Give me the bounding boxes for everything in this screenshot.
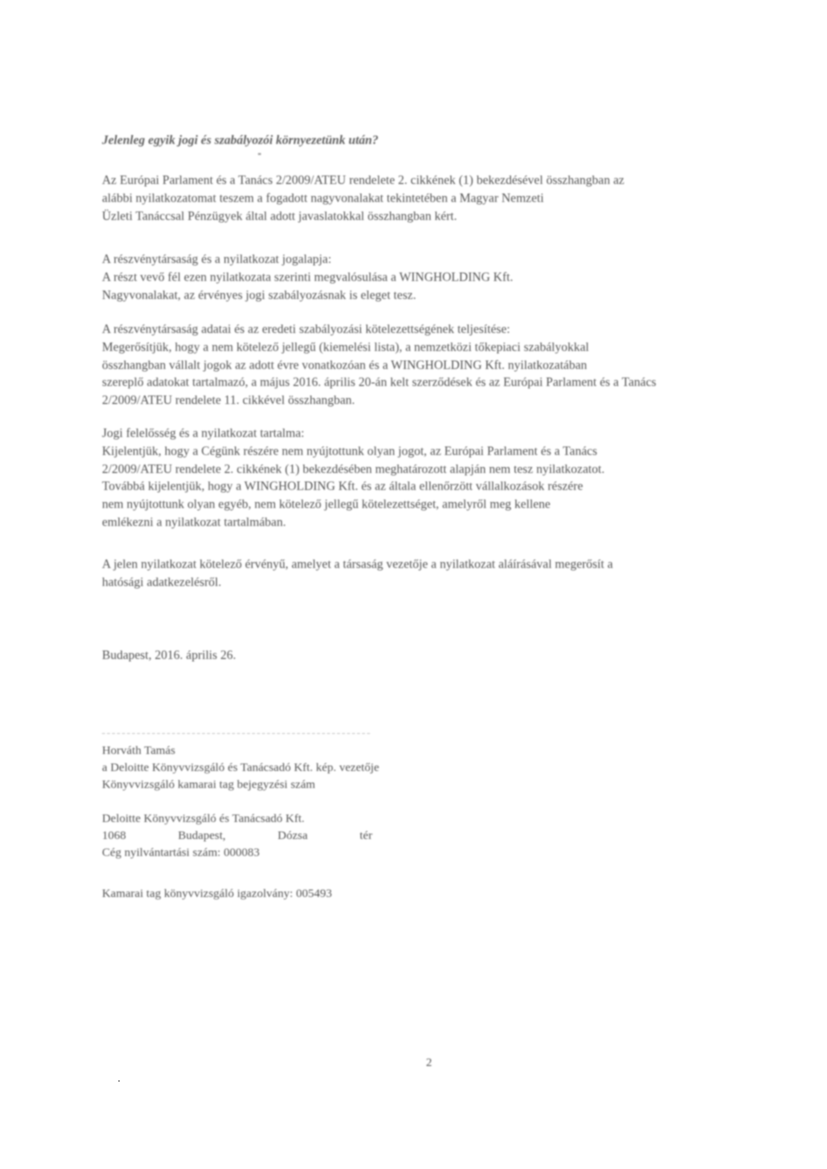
paragraph-liability: [102, 425, 752, 532]
section-title: A részvénytársaság adatai és az eredeti szabályozási kötelezettségének teljesítése:: [102, 322, 511, 336]
signatory-name: Horváth Tamás: [102, 743, 176, 757]
document-date: Budapest, 2016. április 26.: [102, 648, 237, 662]
signatory-note: Könyvvizsgáló kamarai tag bejegyzési szám: [102, 777, 316, 791]
document-heading: Jelenleg egyik jogi és szabályozói környezetünk után?: [102, 133, 379, 147]
paragraph-company-data: [102, 321, 752, 410]
signatory-title: a Deloitte Könyvvizsgáló és Tanácsadó Kft. kép. vezetője: [102, 760, 380, 774]
scan-artifact: [258, 153, 261, 155]
text-line: nem nyújtottunk olyan egyéb, nem kötelező jellegű kötelezettséget, amelyről meg kellene: [102, 497, 551, 512]
address-part: tér: [359, 828, 373, 842]
paragraph-closing: [102, 556, 752, 592]
text-line: Kijelentjük, hogy a Cégünk részére nem nyújtottunk olyan jogot, az Európai Parlament és a Tanács: [102, 443, 598, 458]
text-line: szereplő adatokat tartalmazó, a május 2016. április 20-án kelt szerződések és az Európai Parlament és a Tanács: [102, 375, 657, 390]
address-part: 1068: [102, 828, 126, 842]
firm-name: Deloitte Könyvvizsgáló és Tanácsadó Kft.: [102, 811, 305, 825]
text-line: Nagyvonalakat, az érvényes jogi szabályozásnak is eleget tesz.: [102, 287, 417, 302]
text-line: 2/2009/ATEU rendelete 2. cikkének (1) bekezdésében meghatározott alapján nem tesz nyilatkozatot.: [102, 461, 605, 476]
page-number: 2: [426, 1055, 432, 1069]
registration-block: [102, 810, 522, 861]
text-line: összhangban vállalt jogok az adott évre vonatkozóan és a WINGHOLDING Kft. nyilatkozatában: [102, 357, 588, 372]
section-title: A részvénytársaság és a nyilatkozat jogalapja:: [102, 252, 332, 266]
auditor-license: Kamarai tag könyvvizsgáló igazolvány: 005493: [102, 886, 332, 900]
signature-line: [102, 733, 370, 734]
text-line: Üzleti Tanáccsal Pénzügyek által adott javaslatokkal összhangban kért.: [102, 208, 458, 223]
text-line: emlékezni a nyilatkozat tartalmában.: [102, 514, 286, 529]
paragraph-intro: [102, 172, 752, 225]
text-line: alábbi nyilatkozatomat teszem a fogadott nagyvonalakat tekintetében a Magyar Nemzeti: [102, 190, 544, 205]
paragraph-legal-basis: [102, 251, 752, 304]
scan-artifact: [118, 1080, 120, 1082]
text-line: Továbbá kijelentjük, hogy a WINGHOLDING Kft. és az általa ellenőrzött vállalkozások részére: [102, 479, 584, 494]
firm-registration-id: Cég nyilvántartási szám: 000083: [102, 845, 260, 859]
text-line: Megerősítjük, hogy a nem kötelező jellegű (kiemelési lista), a nemzetközi tőkepiaci szabályokkal: [102, 339, 589, 354]
section-title: Jogi felelősség és a nyilatkozat tartalma:: [102, 426, 305, 440]
text-line: 2/2009/ATEU rendelete 11. cikkével összhangban.: [102, 393, 355, 408]
text-line: Az Európai Parlament és a Tanács 2/2009/ATEU rendelete 2. cikkének (1) bekezdésével összhangban az: [102, 173, 625, 187]
text-line: A jelen nyilatkozat kötelező érvényű, amelyet a társaság vezetője a nyilatkozat aláírásával megerősít a: [102, 557, 613, 571]
address-part: Budapest,: [178, 828, 226, 842]
text-line: A részt vevő fél ezen nyilatkozata szerinti megvalósulása a WINGHOLDING Kft.: [102, 269, 514, 284]
firm-address: [102, 827, 522, 844]
text-line: hatósági adatkezelésről.: [102, 574, 222, 589]
address-part: Dózsa: [277, 828, 308, 842]
signatory-block: [102, 742, 522, 793]
